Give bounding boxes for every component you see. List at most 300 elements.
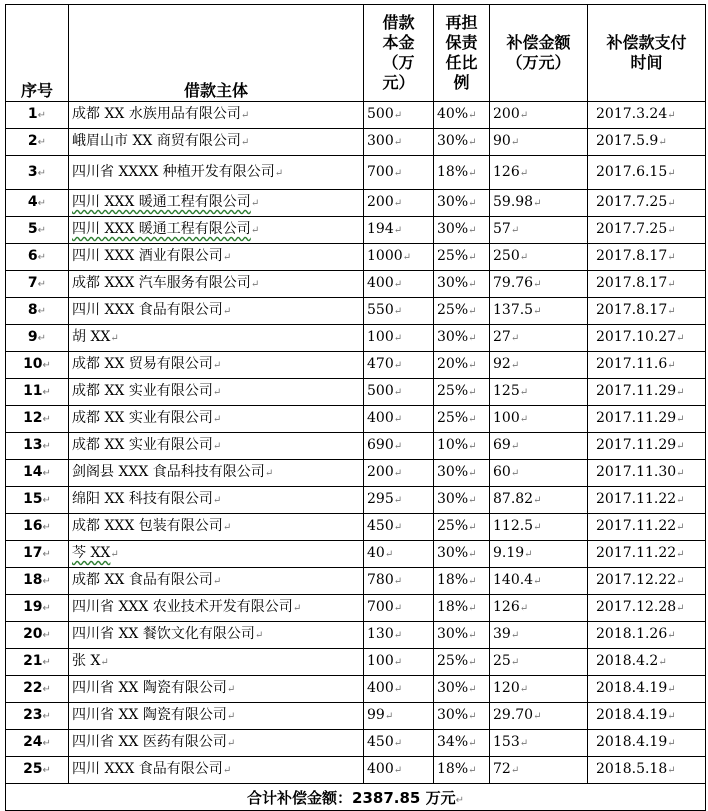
paragraph-mark-icon: ↵ <box>667 306 676 317</box>
paragraph-mark-icon: ↵ <box>468 522 477 533</box>
paragraph-mark-icon: ↵ <box>468 576 477 587</box>
paragraph-mark-icon: ↵ <box>393 657 403 668</box>
row-index: 10↵ <box>6 352 69 379</box>
row-payment-date: 2017.10.27↵ <box>588 325 706 352</box>
paragraph-mark-icon: ↵ <box>468 765 477 776</box>
paragraph-mark-icon: ↵ <box>676 387 685 398</box>
paragraph-mark-icon: ↵ <box>519 252 529 263</box>
row-compensation: 57↵ <box>490 217 588 244</box>
paragraph-mark-icon: ↵ <box>42 684 51 695</box>
paragraph-mark-icon: ↵ <box>468 603 477 614</box>
paragraph-mark-icon: ↵ <box>42 360 51 371</box>
row-index: 13↵ <box>6 433 69 460</box>
row-index: 11↵ <box>6 379 69 406</box>
row-compensation: 200↵ <box>490 102 588 129</box>
row-index: 18↵ <box>6 568 69 595</box>
paragraph-mark-icon: ↵ <box>468 738 477 749</box>
paragraph-mark-icon: ↵ <box>264 468 274 479</box>
header-compensation: 补偿金额 （万元） <box>490 5 588 102</box>
paragraph-mark-icon: ↵ <box>519 387 529 398</box>
row-principal: 500↵ <box>364 379 434 406</box>
row-payment-date: 2017.5.9↵ <box>588 129 706 156</box>
total-text: 合计补偿金额：2387.85 万元 <box>247 788 456 807</box>
row-compensation: 100↵ <box>490 406 588 433</box>
row-ratio: 25%↵ <box>434 379 490 406</box>
row-borrower: 四川 XXX 暖通工程有限公司↵ <box>69 190 364 217</box>
header-payment-date: 补偿款支付 时间 <box>588 5 706 102</box>
paragraph-mark-icon: ↵ <box>468 198 477 209</box>
paragraph-mark-icon: ↵ <box>468 306 477 317</box>
row-principal: 300↵ <box>364 129 434 156</box>
table-row <box>6 190 706 217</box>
row-compensation: 250↵ <box>490 244 588 271</box>
paragraph-mark-icon: ↵ <box>393 137 403 148</box>
paragraph-mark-icon: ↵ <box>42 657 51 668</box>
table-row <box>6 514 706 541</box>
paragraph-mark-icon: ↵ <box>468 684 477 695</box>
paragraph-mark-icon: ↵ <box>510 360 520 371</box>
paragraph-mark-icon: ↵ <box>42 738 51 749</box>
paragraph-mark-icon: ↵ <box>519 684 529 695</box>
table-row <box>6 622 706 649</box>
paragraph-mark-icon: ↵ <box>110 333 119 344</box>
paragraph-mark-icon: ↵ <box>468 387 477 398</box>
row-principal: 130↵ <box>364 622 434 649</box>
row-ratio: 10%↵ <box>434 433 490 460</box>
header-borrower: 借款主体 <box>69 5 364 102</box>
row-principal: 194↵ <box>364 217 434 244</box>
row-principal: 780↵ <box>364 568 434 595</box>
paragraph-mark-icon: ↵ <box>212 441 222 452</box>
row-compensation: 87.82↵ <box>490 487 588 514</box>
row-compensation: 140.4↵ <box>490 568 588 595</box>
row-borrower: 胡 XX↵ <box>69 325 364 352</box>
table-row <box>6 649 706 676</box>
row-ratio: 30%↵ <box>434 676 490 703</box>
table-row <box>6 244 706 271</box>
row-payment-date: 2017.11.29↵ <box>588 433 706 460</box>
paragraph-mark-icon: ↵ <box>212 414 222 425</box>
paragraph-mark-icon: ↵ <box>468 225 477 236</box>
paragraph-mark-icon: ↵ <box>533 711 542 722</box>
header-index: 序号 <box>6 5 69 102</box>
paragraph-mark-icon: ↵ <box>468 657 477 668</box>
row-principal: 99↵ <box>364 703 434 730</box>
paragraph-mark-icon: ↵ <box>37 225 47 236</box>
paragraph-mark-icon: ↵ <box>212 576 222 587</box>
header-row <box>6 5 706 102</box>
total-cell <box>6 784 706 811</box>
row-borrower: 四川省 XX 医药有限公司↵ <box>69 730 364 757</box>
paragraph-mark-icon: ↵ <box>468 549 477 560</box>
row-index: 3↵ <box>6 156 69 190</box>
row-principal: 200↵ <box>364 190 434 217</box>
row-principal: 700↵ <box>364 595 434 622</box>
paragraph-mark-icon: ↵ <box>676 414 685 425</box>
row-ratio: 40%↵ <box>434 102 490 129</box>
table-row <box>6 129 706 156</box>
table-row <box>6 568 706 595</box>
table-row <box>6 730 706 757</box>
paragraph-mark-icon: ↵ <box>533 306 542 317</box>
paragraph-mark-icon: ↵ <box>667 765 676 776</box>
table-row <box>6 406 706 433</box>
row-principal: 40↵ <box>364 541 434 568</box>
paragraph-mark-icon: ↵ <box>42 630 51 641</box>
row-compensation: 125↵ <box>490 379 588 406</box>
row-index: 23↵ <box>6 703 69 730</box>
paragraph-mark-icon: ↵ <box>468 414 477 425</box>
row-compensation: 60↵ <box>490 460 588 487</box>
row-payment-date: 2018.4.19↵ <box>588 703 706 730</box>
row-index: 21↵ <box>6 649 69 676</box>
row-payment-date: 2017.11.22↵ <box>588 541 706 568</box>
row-compensation: 153↵ <box>490 730 588 757</box>
paragraph-mark-icon: ↵ <box>468 333 477 344</box>
row-principal: 700↵ <box>364 156 434 190</box>
row-borrower: 绵阳 XX 科技有限公司↵ <box>69 487 364 514</box>
paragraph-mark-icon: ↵ <box>37 137 47 148</box>
row-principal: 200↵ <box>364 460 434 487</box>
table-row <box>6 487 706 514</box>
row-principal: 500↵ <box>364 102 434 129</box>
row-index: 19↵ <box>6 595 69 622</box>
paragraph-mark-icon: ↵ <box>533 279 542 290</box>
paragraph-mark-icon: ↵ <box>393 387 403 398</box>
row-borrower: 成都 XXX 汽车服务有限公司↵ <box>69 271 364 298</box>
row-index: 5↵ <box>6 217 69 244</box>
paragraph-mark-icon: ↵ <box>42 522 51 533</box>
paragraph-mark-icon: ↵ <box>393 414 403 425</box>
row-compensation: 72↵ <box>490 757 588 784</box>
paragraph-mark-icon: ↵ <box>468 279 477 290</box>
table-row <box>6 703 706 730</box>
paragraph-mark-icon: ↵ <box>254 630 264 641</box>
table-row <box>6 676 706 703</box>
row-borrower: 四川 XXX 暖通工程有限公司↵ <box>69 217 364 244</box>
row-borrower: 四川省 XXX 农业技术开发有限公司↵ <box>69 595 364 622</box>
row-payment-date: 2017.8.17↵ <box>588 244 706 271</box>
table-row <box>6 325 706 352</box>
paragraph-mark-icon: ↵ <box>393 360 403 371</box>
paragraph-mark-icon: ↵ <box>676 468 685 479</box>
row-ratio: 30%↵ <box>434 325 490 352</box>
row-ratio: 18%↵ <box>434 595 490 622</box>
row-index: 9↵ <box>6 325 69 352</box>
paragraph-mark-icon: ↵ <box>222 252 232 263</box>
row-payment-date: 2017.6.15↵ <box>588 156 706 190</box>
row-ratio: 30%↵ <box>434 217 490 244</box>
table-body <box>6 102 706 784</box>
row-principal: 450↵ <box>364 730 434 757</box>
row-principal: 690↵ <box>364 433 434 460</box>
paragraph-mark-icon: ↵ <box>676 495 685 506</box>
paragraph-mark-icon: ↵ <box>519 110 529 121</box>
row-compensation: 39↵ <box>490 622 588 649</box>
row-ratio: 30%↵ <box>434 129 490 156</box>
row-payment-date: 2018.5.18↵ <box>588 757 706 784</box>
paragraph-mark-icon: ↵ <box>100 657 109 668</box>
row-index: 24↵ <box>6 730 69 757</box>
paragraph-mark-icon: ↵ <box>274 167 284 179</box>
paragraph-mark-icon: ↵ <box>222 765 232 776</box>
row-index: 12↵ <box>6 406 69 433</box>
row-ratio: 30%↵ <box>434 271 490 298</box>
paragraph-mark-icon: ↵ <box>533 198 542 209</box>
paragraph-mark-icon: ↵ <box>42 765 51 776</box>
paragraph-mark-icon: ↵ <box>667 225 676 236</box>
row-compensation: 137.5↵ <box>490 298 588 325</box>
row-ratio: 30%↵ <box>434 487 490 514</box>
paragraph-mark-icon: ↵ <box>42 711 51 722</box>
row-index: 16↵ <box>6 514 69 541</box>
table-row <box>6 757 706 784</box>
row-payment-date: 2017.12.22↵ <box>588 568 706 595</box>
paragraph-mark-icon: ↵ <box>510 657 520 668</box>
row-borrower: 成都 XX 贸易有限公司↵ <box>69 352 364 379</box>
table-row <box>6 433 706 460</box>
paragraph-mark-icon: ↵ <box>393 306 403 317</box>
paragraph-mark-icon: ↵ <box>384 549 394 560</box>
row-index: 4↵ <box>6 190 69 217</box>
table-row <box>6 595 706 622</box>
paragraph-mark-icon: ↵ <box>393 495 403 506</box>
paragraph-mark-icon: ↵ <box>533 522 542 533</box>
row-payment-date: 2017.11.6↵ <box>588 352 706 379</box>
paragraph-mark-icon: ↵ <box>37 306 47 317</box>
paragraph-mark-icon: ↵ <box>42 549 51 560</box>
table-row <box>6 156 706 190</box>
row-principal: 400↵ <box>364 406 434 433</box>
table-row <box>6 379 706 406</box>
row-payment-date: 2017.8.17↵ <box>588 298 706 325</box>
paragraph-mark-icon: ↵ <box>226 738 236 749</box>
paragraph-mark-icon: ↵ <box>212 360 222 371</box>
row-compensation: 27↵ <box>490 325 588 352</box>
paragraph-mark-icon: ↵ <box>393 333 403 344</box>
row-ratio: 18%↵ <box>434 156 490 190</box>
row-ratio: 20%↵ <box>434 352 490 379</box>
row-principal: 100↵ <box>364 649 434 676</box>
row-index: 6↵ <box>6 244 69 271</box>
paragraph-mark-icon: ↵ <box>240 137 250 148</box>
paragraph-mark-icon: ↵ <box>292 603 302 614</box>
paragraph-mark-icon: ↵ <box>510 333 520 344</box>
paragraph-mark-icon: ↵ <box>676 603 685 614</box>
row-index: 15↵ <box>6 487 69 514</box>
row-principal: 470↵ <box>364 352 434 379</box>
row-principal: 295↵ <box>364 487 434 514</box>
row-principal: 400↵ <box>364 757 434 784</box>
row-payment-date: 2017.11.29↵ <box>588 379 706 406</box>
row-compensation: 29.70↵ <box>490 703 588 730</box>
paragraph-mark-icon: ↵ <box>533 576 542 587</box>
paragraph-mark-icon: ↵ <box>42 576 51 587</box>
total-row <box>6 784 706 811</box>
paragraph-mark-icon: ↵ <box>37 333 47 344</box>
row-payment-date: 2017.7.25↵ <box>588 217 706 244</box>
row-payment-date: 2018.1.26↵ <box>588 622 706 649</box>
table-row <box>6 460 706 487</box>
row-payment-date: 2017.7.25↵ <box>588 190 706 217</box>
paragraph-mark-icon: ↵ <box>519 738 529 749</box>
row-ratio: 18%↵ <box>434 757 490 784</box>
row-payment-date: 2018.4.19↵ <box>588 676 706 703</box>
paragraph-mark-icon: ↵ <box>667 360 676 371</box>
row-borrower: 成都 XX 食品有限公司↵ <box>69 568 364 595</box>
paragraph-mark-icon: ↵ <box>676 333 685 344</box>
row-ratio: 30%↵ <box>434 460 490 487</box>
paragraph-mark-icon: ↵ <box>519 167 529 179</box>
paragraph-mark-icon: ↵ <box>658 657 667 668</box>
row-ratio: 30%↵ <box>434 190 490 217</box>
paragraph-mark-icon: ↵ <box>510 630 520 641</box>
paragraph-mark-icon: ↵ <box>510 441 520 452</box>
row-compensation: 25↵ <box>490 649 588 676</box>
row-index: 17↵ <box>6 541 69 568</box>
row-ratio: 30%↵ <box>434 703 490 730</box>
paragraph-mark-icon: ↵ <box>455 794 464 806</box>
row-borrower: 张 X↵ <box>69 649 364 676</box>
paragraph-mark-icon: ↵ <box>42 441 51 452</box>
row-ratio: 34%↵ <box>434 730 490 757</box>
paragraph-mark-icon: ↵ <box>468 110 477 121</box>
paragraph-mark-icon: ↵ <box>222 522 232 533</box>
row-compensation: 9.19↵ <box>490 541 588 568</box>
paragraph-mark-icon: ↵ <box>250 225 260 236</box>
row-borrower: 四川省 XX 餐饮文化有限公司↵ <box>69 622 364 649</box>
paragraph-mark-icon: ↵ <box>510 137 520 148</box>
paragraph-mark-icon: ↵ <box>468 137 477 148</box>
paragraph-mark-icon: ↵ <box>42 495 51 506</box>
paragraph-mark-icon: ↵ <box>676 576 685 587</box>
row-index: 22↵ <box>6 676 69 703</box>
paragraph-mark-icon: ↵ <box>42 468 51 479</box>
row-payment-date: 2017.8.17↵ <box>588 271 706 298</box>
paragraph-mark-icon: ↵ <box>393 279 403 290</box>
paragraph-mark-icon: ↵ <box>676 522 685 533</box>
row-ratio: 30%↵ <box>434 622 490 649</box>
row-borrower: 成都 XX 实业有限公司↵ <box>69 406 364 433</box>
row-payment-date: 2017.11.22↵ <box>588 487 706 514</box>
paragraph-mark-icon: ↵ <box>393 225 403 236</box>
paragraph-mark-icon: ↵ <box>468 711 477 722</box>
paragraph-mark-icon: ↵ <box>510 225 520 236</box>
paragraph-mark-icon: ↵ <box>37 110 47 121</box>
paragraph-mark-icon: ↵ <box>226 711 236 722</box>
row-compensation: 126↵ <box>490 595 588 622</box>
row-index: 2↵ <box>6 129 69 156</box>
paragraph-mark-icon: ↵ <box>226 684 236 695</box>
row-index: 20↵ <box>6 622 69 649</box>
row-payment-date: 2017.12.28↵ <box>588 595 706 622</box>
row-principal: 400↵ <box>364 271 434 298</box>
paragraph-mark-icon: ↵ <box>37 279 47 290</box>
row-principal: 400↵ <box>364 676 434 703</box>
paragraph-mark-icon: ↵ <box>393 468 403 479</box>
paragraph-mark-icon: ↵ <box>393 522 403 533</box>
row-borrower: 峨眉山市 XX 商贸有限公司↵ <box>69 129 364 156</box>
paragraph-mark-icon: ↵ <box>468 630 477 641</box>
paragraph-mark-icon: ↵ <box>667 630 676 641</box>
table-row <box>6 352 706 379</box>
paragraph-mark-icon: ↵ <box>250 279 260 290</box>
table-row <box>6 271 706 298</box>
paragraph-mark-icon: ↵ <box>393 603 403 614</box>
row-compensation: 59.98↵ <box>490 190 588 217</box>
row-borrower: 四川 XXX 食品有限公司↵ <box>69 757 364 784</box>
row-ratio: 25%↵ <box>434 649 490 676</box>
paragraph-mark-icon: ↵ <box>676 549 685 560</box>
paragraph-mark-icon: ↵ <box>42 603 51 614</box>
row-borrower: 成都 XXX 包装有限公司↵ <box>69 514 364 541</box>
paragraph-mark-icon: ↵ <box>393 765 403 776</box>
row-payment-date: 2018.4.2↵ <box>588 649 706 676</box>
paragraph-mark-icon: ↵ <box>667 167 676 179</box>
row-borrower: 四川省 XX 陶瓷有限公司↵ <box>69 676 364 703</box>
row-principal: 450↵ <box>364 514 434 541</box>
paragraph-mark-icon: ↵ <box>393 441 403 452</box>
paragraph-mark-icon: ↵ <box>667 198 676 209</box>
paragraph-mark-icon: ↵ <box>222 306 232 317</box>
row-principal: 100↵ <box>364 325 434 352</box>
paragraph-mark-icon: ↵ <box>393 576 403 587</box>
paragraph-mark-icon: ↵ <box>533 495 542 506</box>
paragraph-mark-icon: ↵ <box>37 252 47 263</box>
row-payment-date: 2018.4.19↵ <box>588 730 706 757</box>
paragraph-mark-icon: ↵ <box>402 252 412 263</box>
row-compensation: 69↵ <box>490 433 588 460</box>
row-ratio: 25%↵ <box>434 406 490 433</box>
row-borrower: 四川 XXX 食品有限公司↵ <box>69 298 364 325</box>
paragraph-mark-icon: ↵ <box>667 711 676 722</box>
paragraph-mark-icon: ↵ <box>212 495 222 506</box>
paragraph-mark-icon: ↵ <box>42 387 51 398</box>
paragraph-mark-icon: ↵ <box>393 738 403 749</box>
table-row <box>6 217 706 244</box>
row-compensation: 92↵ <box>490 352 588 379</box>
paragraph-mark-icon: ↵ <box>212 387 222 398</box>
row-borrower: 成都 XX 水族用品有限公司↵ <box>69 102 364 129</box>
compensation-table <box>5 4 706 811</box>
row-index: 8↵ <box>6 298 69 325</box>
row-payment-date: 2017.11.30↵ <box>588 460 706 487</box>
paragraph-mark-icon: ↵ <box>468 495 477 506</box>
paragraph-mark-icon: ↵ <box>393 684 403 695</box>
row-compensation: 120↵ <box>490 676 588 703</box>
paragraph-mark-icon: ↵ <box>468 468 477 479</box>
row-payment-date: 2017.11.29↵ <box>588 406 706 433</box>
row-ratio: 25%↵ <box>434 298 490 325</box>
paragraph-mark-icon: ↵ <box>468 167 477 179</box>
paragraph-mark-icon: ↵ <box>667 252 676 263</box>
row-index: 1↵ <box>6 102 69 129</box>
row-principal: 550↵ <box>364 298 434 325</box>
paragraph-mark-icon: ↵ <box>240 110 250 121</box>
paragraph-mark-icon: ↵ <box>510 765 520 776</box>
row-borrower: 成都 XX 实业有限公司↵ <box>69 379 364 406</box>
header-principal: 借款 本金 （万 元） <box>364 5 434 102</box>
paragraph-mark-icon: ↵ <box>667 684 676 695</box>
paragraph-mark-icon: ↵ <box>519 414 529 425</box>
row-borrower: 芩 XX↵ <box>69 541 364 568</box>
paragraph-mark-icon: ↵ <box>519 603 529 614</box>
row-borrower: 四川省 XXXX 种植开发有限公司↵ <box>69 156 364 190</box>
paragraph-mark-icon: ↵ <box>667 279 676 290</box>
row-compensation: 112.5↵ <box>490 514 588 541</box>
paragraph-mark-icon: ↵ <box>468 252 477 263</box>
paragraph-mark-icon: ↵ <box>667 738 676 749</box>
